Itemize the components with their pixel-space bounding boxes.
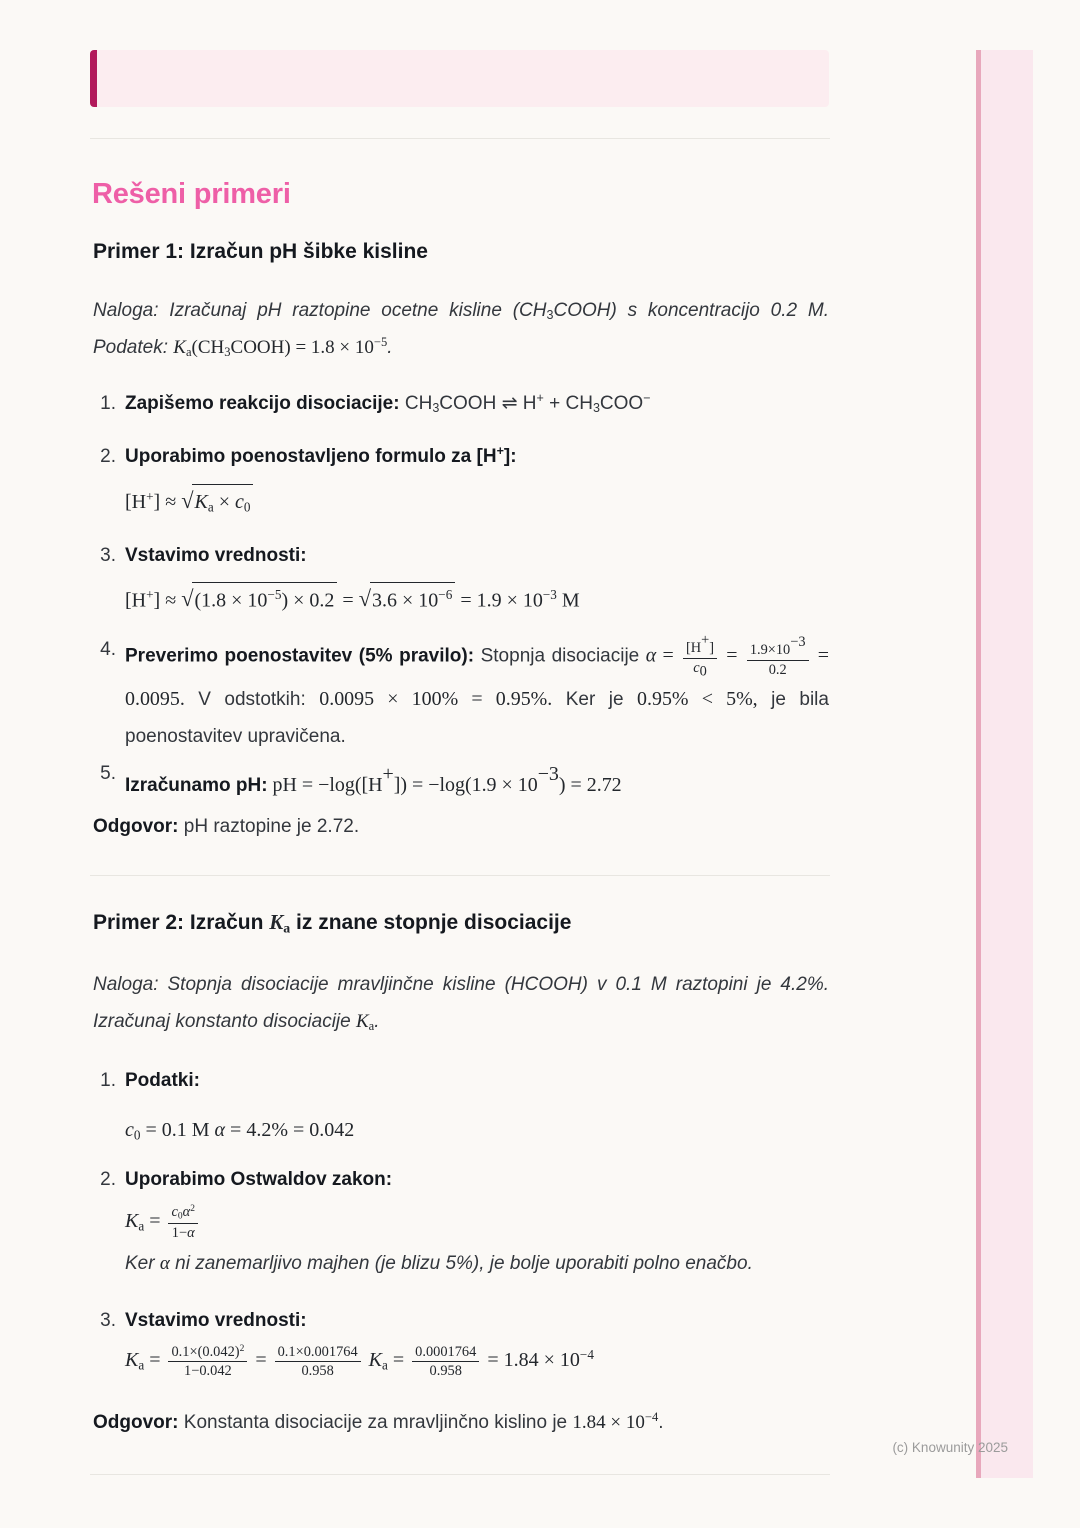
step-text: Zapišemo reakcijo disociacije: CH3COOH ⇌ H+ + CH3COO−: [125, 391, 651, 416]
step-text: Vstavimo vrednosti:: [125, 545, 307, 566]
list-item: [90, 1162, 829, 1198]
list-number: 2.: [100, 446, 116, 467]
list-item: [90, 386, 829, 422]
step-text: Preverimo poenostavitev (5% pravilo): Stopnja disociacije α = $\frac{[H+]}{c0}$ = $\frac{1.9\times 10-3}{0.2}$ = 0.0095. V odstotkih: 0.0095 × 100% = 0.95%. Ker je 0.95% < 5%, je bila poenostavitev upravičena.: [125, 632, 830, 748]
formula: [H+] ≈ √Ka × c0: [125, 484, 829, 518]
list-item: [90, 1303, 829, 1339]
list-item: [90, 1063, 829, 1099]
step-text: Podatki:: [125, 1070, 200, 1091]
example2-task: Naloga: Stopnja disociacije mravljinčne kisline (HCOOH) v 0.1 M raztopini je 4.2%. Izračunaj konstanto disociacije Ka.: [93, 974, 829, 1034]
section-divider: [90, 138, 830, 139]
example1-task: Naloga: Izračunaj pH raztopine ocetne kisline (CH3COOH) s koncentracijo 0.2 M. Podatek: Ka(CH3COOH) = $1.8 \times 10^{-5}$.: [93, 300, 829, 360]
list-item: [90, 538, 829, 574]
list-number: 5.: [100, 763, 116, 784]
example1-answer: Odgovor: pH raztopine je 2.72.: [93, 816, 360, 837]
formula: Ka = $\frac{0.1\times(0.042)^2}{1-0.042}$ = $\frac{0.1\times 0.001764}{0.958}$ Ka = $\frac{0.0001764}{0.958}$ = $1.84 \times 10^{-4}$: [125, 1343, 594, 1379]
formula: $[H^+] \approx √(1.8 \times 10^{-5}) \times 0.2 = √3.6 \times 10^{-6} = 1.9 \times 10^{-3}$ M: [125, 582, 829, 616]
formula: Ka = $\frac{c0\alpha^2}{1-\alpha}$: [125, 1203, 829, 1242]
step-text: Uporabimo poenostavljeno formulo za [H+]:: [125, 444, 517, 467]
example2-answer: Odgovor: Konstanta disociacije za mravljinčno kislino je $1.84 \times 10^{-4}$.: [93, 1410, 664, 1433]
callout-box: [90, 50, 829, 107]
list-item: [90, 439, 829, 475]
list-number: 4.: [100, 639, 116, 660]
list-number: 3.: [100, 1310, 116, 1331]
page-title: Rešeni primeri: [92, 178, 291, 210]
list-number: 2.: [100, 1169, 116, 1190]
list-item: [90, 632, 829, 755]
step-text: Uporabimo Ostwaldov zakon:: [125, 1169, 393, 1190]
list-number: 3.: [100, 545, 116, 566]
section-divider: [90, 1474, 830, 1475]
list-number: 1.: [100, 393, 116, 414]
side-stripe: [976, 50, 1033, 1478]
list-item: [90, 756, 829, 805]
step-text: Vstavimo vrednosti:: [125, 1310, 307, 1331]
watermark: (c) Knowunity 2025: [892, 1440, 1008, 1455]
formula: c0 = 0.1 M α = 4.2% = 0.042: [125, 1119, 355, 1143]
list-number: 1.: [100, 1070, 116, 1091]
example1-heading: Primer 1: Izračun pH šibke kisline: [93, 240, 428, 263]
step-note: Ker α ni zanemarljivo majhen (je blizu 5%), je bolje uporabiti polno enačbo.: [125, 1253, 753, 1274]
section-divider: [90, 875, 830, 876]
example2-heading: Primer 2: Izračun Ka iz znane stopnje disociacije: [93, 910, 572, 936]
step-text: Izračunamo pH: pH = −log([H+]) = −log(1.9 × 10−3) = 2.72: [125, 763, 622, 796]
